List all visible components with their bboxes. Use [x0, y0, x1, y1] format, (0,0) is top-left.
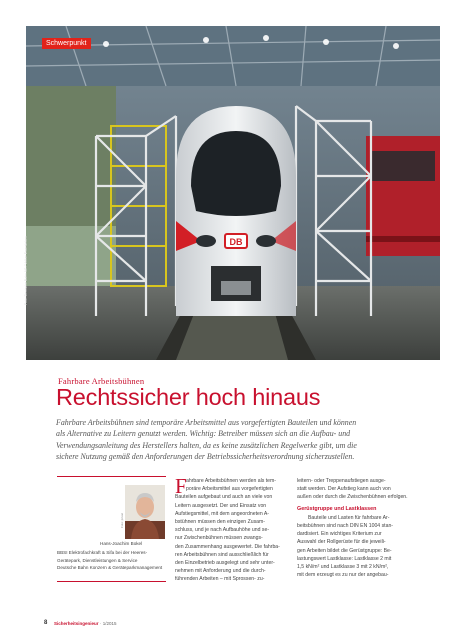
author-role: [57, 549, 162, 572]
body-line: den Einzelbetrieb ausgelegt und sehr unter-: [175, 560, 275, 567]
body-column-1: [175, 474, 288, 584]
body-line: ren Arbeitsbühnen sind ausschließlich für: [175, 551, 269, 558]
photo-credit: Foto: Deutsche Bahn AG / Volker Emersleben: [24, 236, 28, 305]
body-line: beitsbühnen sind nach DIN EN 1004 stan-: [297, 523, 394, 530]
body-line: ahrbare Arbeitsbühnen werden als tem-: [186, 478, 277, 484]
author-role-line: BBSI Elektrofachkraft & Sifa bei der Heeres-: [57, 550, 148, 555]
drop-cap: F: [175, 474, 187, 498]
body-line: mit dem erzeugt es zu nur der angebau-: [297, 572, 389, 579]
section-tag: Schwerpunkt: [42, 38, 91, 49]
author-divider: [57, 476, 166, 477]
magazine-name: Sicherheitsingenieur: [54, 621, 99, 626]
lead-line: Verwendungsanleitung des Herstellers halten, da es keine zusätzlichen Regelwerke gibt, um die: [56, 440, 357, 450]
hero-photo: [26, 26, 440, 360]
body-line: führenden Arbeiten – mit Sprossen- zu-: [175, 576, 265, 583]
svg-text:DB: DB: [229, 237, 243, 247]
body-line: Bauteilen aufgebaut und auch an viele von: [175, 494, 273, 501]
issue-number: · 1/2015: [100, 621, 117, 626]
body-subhead: Gerüstgruppe und Lastklassen: [297, 505, 377, 512]
author-photo-credit: Foto: privat: [120, 512, 124, 528]
lead-line: sichere Nutzung gemäß den Anforderungen der Betriebssicherheitsverordnung sicherzustellen.: [56, 451, 355, 461]
author-divider-bottom: [57, 581, 166, 582]
body-line: nehmen mit Anforderung und die durch-: [175, 568, 266, 575]
body-line: den Zusammenhang ausgewertet. Die fahrba-: [175, 543, 280, 550]
body-line: poräre Arbeitsmittel aus vorgefertigten: [186, 486, 273, 493]
body-line: Aufstiegsmittel, mit dem angeordneten A-: [175, 510, 270, 517]
body-line: Auswahl der Rollgerüste für die jeweili-: [297, 539, 386, 546]
body-line: außen oder durch die Zwischenbühnen erfolgen.: [297, 494, 408, 501]
author-role-line: Deutsche Bahn Konzern & Geräteparkmanagement: [57, 565, 163, 571]
body-line: gen Arbeiten bildet die Gerüstgruppe: Be-: [297, 547, 392, 554]
lead-line: als Alternative zu Leitern genutzt werden. Wichtig: Betreiber müssen sich an die Aufbau- und: [56, 429, 351, 439]
author-role-line: Gerätepark, Dienstleistungen & Service: [57, 557, 138, 563]
article-kicker: Fahrbare Arbeitsbühnen: [58, 376, 145, 386]
body-line: dardisiert. Ein wichtiges Kriterium zur: [297, 531, 382, 538]
body-line: bstühnen müssen den einzigen Zusam-: [175, 519, 266, 526]
body-line: Leitern ausgesetzt. Der und Einsatz von: [175, 502, 267, 509]
body-line: statt werden. Der Aufstieg kann auch von: [297, 486, 391, 493]
lead-line: Fahrbare Arbeitsbühnen sind temporäre Arbeitsmittel aus vorgefertigten Bauteilen und können: [56, 418, 357, 427]
body-line: lastungswert Lastklasse: Lastklasse 2 mit: [297, 555, 392, 562]
page-number: 8: [44, 620, 48, 626]
article-headline: Rechtssicher hoch hinaus: [56, 384, 321, 410]
author-name: Hans-Joachim Bokel: [100, 541, 143, 546]
body-line: nur Zwischenbühnen müssen zwangs-: [175, 535, 263, 542]
body-line: leitern- oder Treppenaufstiegen ausge-: [297, 478, 386, 484]
body-line: 1,5 kN/m² und Lastklasse 3 mit 2 kN/m²,: [297, 564, 389, 571]
article-lead: [56, 417, 416, 462]
body-line: schluss, und je nach Aufbauhöhe und se-: [175, 527, 270, 534]
body-line: Bauteile und Lasten für fahrbare Ar-: [308, 514, 390, 521]
body-column-2: [297, 477, 415, 579]
author-portrait: [125, 485, 165, 539]
